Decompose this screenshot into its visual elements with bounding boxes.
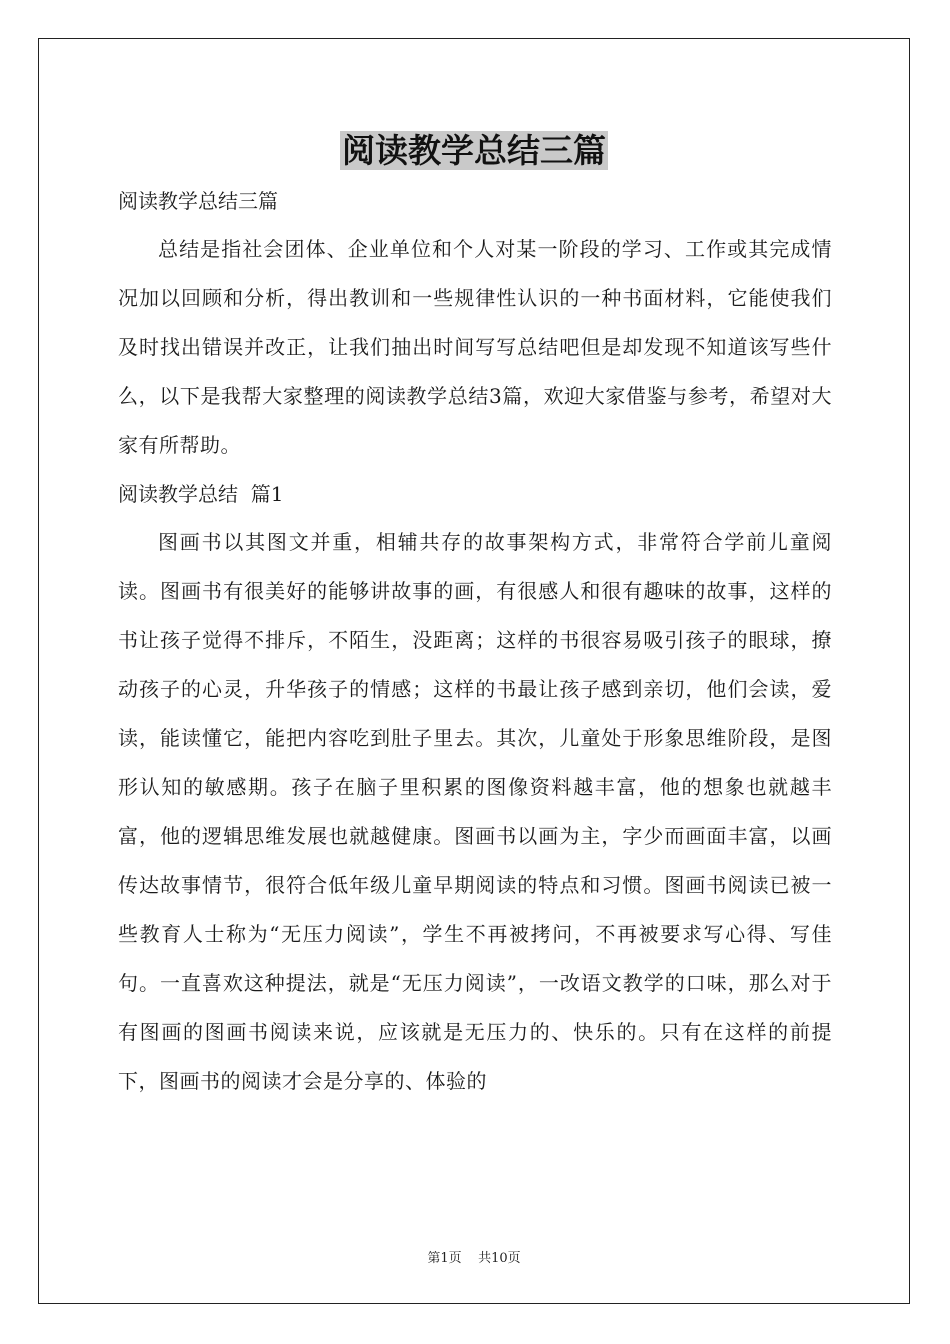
- section-1-paragraph: 图画书以其图文并重，相辅共存的故事架构方式，非常符合学前儿童阅读。图画书有很美好的能够讲故事的画，有很感人和很有趣味的故事，这样的书让孩子觉得不排斥，不陌生，没距离；这样的书很容易吸引孩子的眼球，撩动孩子的心灵，升华孩子的情感；这样的书最让孩子感到亲切，他们会读，爱读，能读懂它，能把内容吃到肚子里去。其次，儿童处于形象思维阶段，是图形认知的敏感期。孩子在脑子里积累的图像资料越丰富，他的想象也就越丰富，他的逻辑思维发展也就越健康。图画书以画为主，字少而画面丰富，以画传达故事情节，很符合低年级儿童早期阅读的特点和习惯。图画书阅读已被一些教育人士称为“无压力阅读”，学生不再被拷问，不再被要求写心得、写佳句。一直喜欢这种提法，就是“无压力阅读”，一改语文教学的口味，那么对于有图画的图画书阅读来说，应该就是无压力的、快乐的。只有在这样的前提下，图画书的阅读才会是分享的、体验的: [118, 530, 832, 1093]
- document-subtitle: 阅读教学总结三篇: [118, 189, 278, 213]
- document-body: [118, 177, 832, 1106]
- document-title-text: 阅读教学总结三篇: [342, 131, 606, 170]
- page-number: 第1页 共10页: [427, 1251, 521, 1266]
- page-footer: [39, 1247, 909, 1266]
- section-1-heading: 阅读教学总结 篇1: [118, 482, 284, 506]
- intro-paragraph: 总结是指社会团体、企业单位和个人对某一阶段的学习、工作或其完成情况加以回顾和分析，得出教训和一些规律性认识的一种书面材料，它能使我们及时找出错误并改正，让我们抽出时间写写总结吧但是却发现不知道该写些什么，以下是我帮大家整理的阅读教学总结3篇，欢迎大家借鉴与参考，希望对大家有所帮助。: [118, 237, 832, 457]
- document-page: [38, 38, 910, 1304]
- document-title: [39, 127, 909, 175]
